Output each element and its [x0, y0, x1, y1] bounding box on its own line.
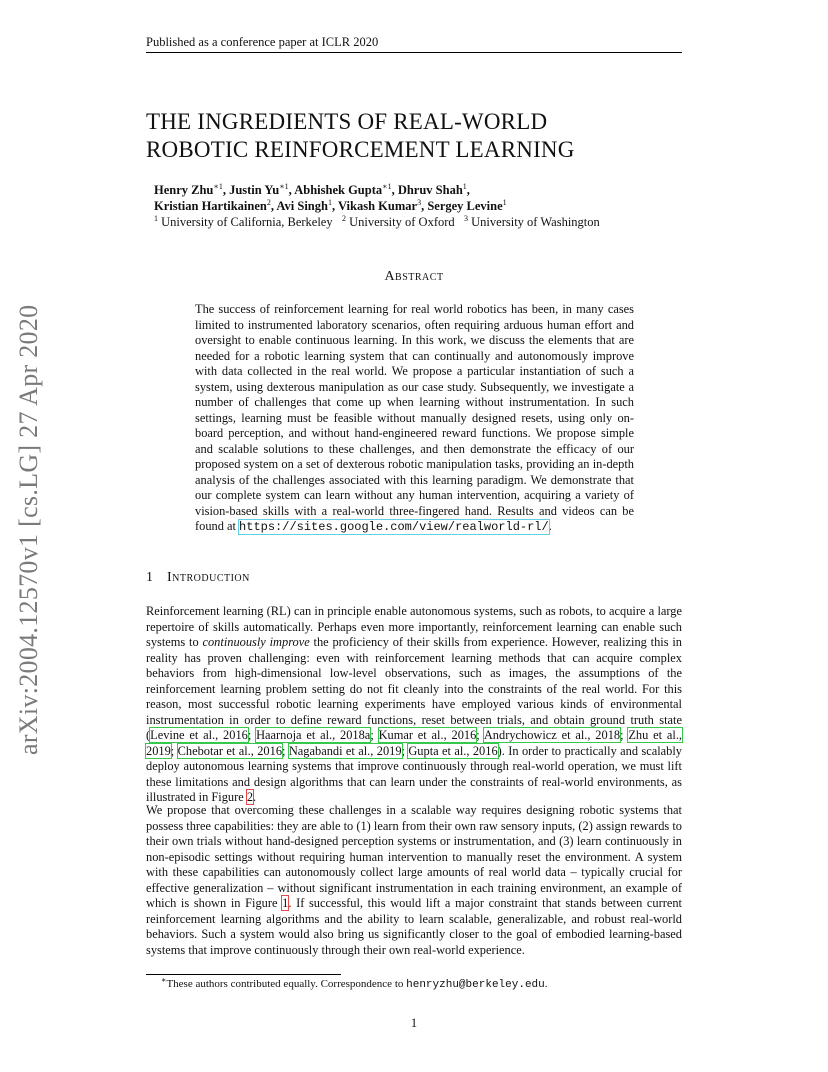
author: Kristian Hartikainen$^2$ [154, 197, 271, 213]
project-url-link[interactable]: https://sites.google.com/view/realworld-rl/ [239, 520, 549, 534]
author: Avi Singh$^1$ [276, 197, 332, 213]
citation-link[interactable]: Haarnoja et al., 2018a [256, 728, 371, 742]
title-word: LEARNING [455, 137, 575, 162]
abstract-body: The success of reinforcement learning for real world robotics has been, in many cases limited to instrumented laboratory scenarios, often requiring arduous human effort and oversight to enable continuous learning. In this work, we discuss the elements that are needed for a robotic learning system that can continually and autonomously improve with data collected in the real world. We propose a particular instantiation of such a system, using dexterous manipulation as our case study. Subsequently, we investigate a number of challenges that come up when learning without instrumentation. In such settings, learning must be feasible without manually designed resets, using only on-board perception, and without hand-engineered reward functions. We propose simple and scalable solutions to these challenges, and then demonstrate the efficacy of our proposed system on a set of dexterous robotic manipulation tasks, providing an in-depth analysis of the challenges associated with this learning paradigm. We demonstrate that our complete system can learn without any human intervention, acquiring a variety of vision-based skills with a real-world three-fingered hand. Results and videos can be found at https://sites.google.com/view/realworld-rl/. [195, 302, 634, 534]
citation-link[interactable]: Andrychowicz et al., 2018 [483, 728, 621, 742]
title-line-1 [146, 108, 575, 136]
intro-paragraph-1: Reinforcement learning (RL) can in principle enable autonomous systems, such as robots, to acquire a large repertoire of skills automatically. Perhaps even more importantly, reinforcement learning can enable such systems to continuously improve the proficiency of their skills from experience. However, realizing this in reality has proven challenging: even with reinforcement learning methods that can acquire complex behaviors from high-dimensional low-level observations, such as images, the assumptions of the reinforcement learning problem setting do not fit cleanly into the constraints of the real world. For this reason, most successful robotic learning experiments have employed various kinds of environmental instrumentation in order to define reward functions, reset between trials, and obtain ground truth state (Levine et al., 2016; Haarnoja et al., 2018a; Kumar et al., 2016; Andrychowicz et al., 2018; Zhu et al., 2019; Chebotar et al., 2016; Nagabandi et al., 2019; Gupta et al., 2016). In order to practically and scalably deploy autonomous learning systems that improve continuously through real-world operation, we must lift these limitations and design algorithms that can learn under the constraints of real-world environments, as illustrated in Figure 2. [146, 604, 683, 804]
citation-link[interactable]: Kumar et al., 2016 [378, 728, 477, 742]
author: Abhishek Gupta$^{∗1}$ [294, 181, 392, 197]
title-word: ROBOTIC [146, 137, 255, 162]
title-word: THE [146, 109, 198, 134]
title-word: INGREDIENTS OF [197, 109, 394, 134]
arxiv-stamp [14, 285, 44, 755]
figure-reference-link[interactable]: 1 [282, 896, 289, 910]
title-word: REINFORCEMENT [254, 137, 456, 162]
section-heading [146, 570, 250, 586]
section-number: 1 [146, 570, 153, 585]
author: Vikash Kumar$^3$ [337, 197, 422, 213]
author-line-2: Kristian Hartikainen$^2$, Avi Singh$^1$, Vikash Kumar$^3$, Sergey Levine$^1$ [154, 197, 507, 213]
author: Sergey Levine$^1$ [427, 197, 507, 213]
citation-link[interactable]: Zhu et al., 2019 [146, 728, 683, 758]
email-link[interactable]: henryzhu@berkeley.edu [406, 979, 545, 991]
title-word: -WORLD [454, 109, 548, 134]
citation-link[interactable]: Chebotar et al., 2016 [177, 743, 283, 758]
author: Henry Zhu$^{∗1}$ [154, 181, 223, 197]
arxiv-identifier: arXiv:2004.12570v1 [cs.LG] 27 Apr 2020 [14, 304, 43, 755]
figure-reference-link[interactable]: 2 [246, 790, 254, 804]
paper-title [146, 108, 575, 164]
footnote-rule [146, 974, 341, 975]
abstract-heading: Abstract [384, 269, 444, 284]
author: Dhruv Shah$^1$ [397, 181, 467, 197]
page-number: 1 [410, 1016, 418, 1030]
citation-link[interactable]: Gupta et al., 2016 [408, 743, 498, 758]
citation-link[interactable]: Levine et al., 2016 [150, 728, 248, 742]
author-line-1: Henry Zhu$^{∗1}$, Justin $Yu^{∗1}$, Abhishek Gupta$^{∗1}$, Dhruv Shah$^1$, [154, 181, 470, 197]
title-word: REAL [393, 109, 455, 134]
author-list [154, 183, 507, 214]
citation-link[interactable]: Nagabandi et al., 2019 [288, 743, 402, 758]
affiliations [154, 215, 600, 230]
affiliation: $^1$ University of California, Berkeley [154, 213, 333, 229]
running-header: Published as a conference paper at ICLR 2020 [146, 35, 379, 49]
section-title: Introduction [167, 570, 250, 585]
affiliation: $^3$ University of Washington [464, 213, 600, 229]
title-line-2 [146, 136, 575, 164]
intro-paragraph-2: We propose that overcoming these challenges in a scalable way requires designing robotic systems that possess three capabilities: they are able to (1) learn from their own raw sensory inputs, (2) assign rewards to their own trials without hand-designed perception systems or instrumentation, and (3) learn continuously in non-episodic settings without requiring human intervention to manually reset the environment. A system with these capabilities can autonomously collect large amounts of real world data – typically crucial for effective generalization – without significant instrumentation in each training environment, an example of which is shown in Figure 1. If successful, this would lift a major constraint that stands between current reinforcement learning algorithms and the ability to learn scalable, generalizable, and robust real-world behaviors. Such a system would also bring us significantly closer to the goal of embodied learning-based systems that improve continuously through their own real-world experience. [146, 803, 682, 957]
header-rule [146, 52, 682, 53]
footnote: ∗These authors contributed equally. Correspondence to henryzhu@berkeley.edu. [161, 975, 548, 991]
affiliation: $^2$ University of Oxford [341, 213, 455, 229]
author: Justin $Yu^{∗1}$ [229, 181, 289, 197]
